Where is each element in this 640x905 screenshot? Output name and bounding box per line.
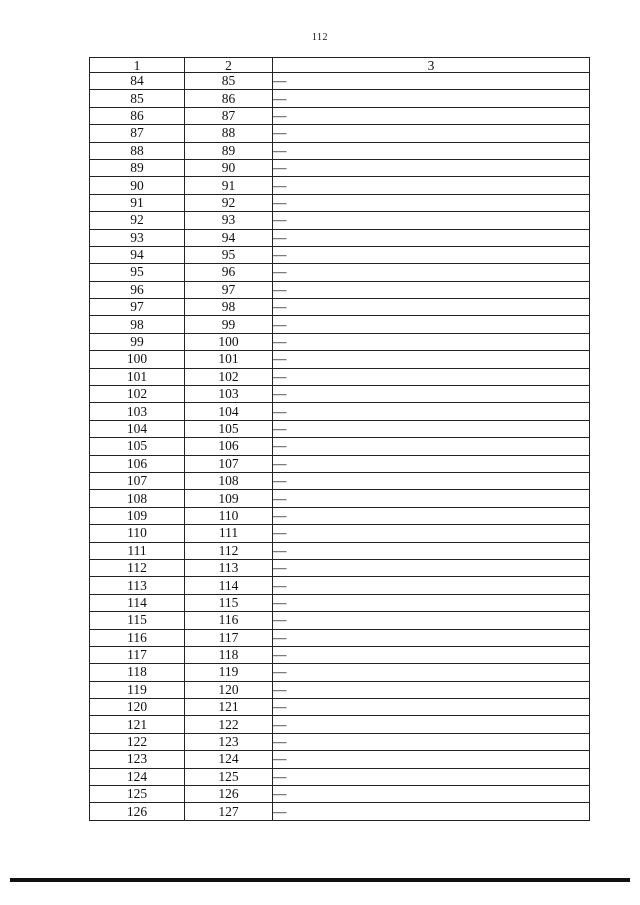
table-cell-col-2: 122 xyxy=(185,716,273,733)
table-cell-col-1: 101 xyxy=(90,368,185,385)
table-cell-col-3: — xyxy=(273,612,590,629)
table-cell-col-3: — xyxy=(273,699,590,716)
table-cell-col-3: — xyxy=(273,455,590,472)
table-cell-col-2: 113 xyxy=(185,559,273,576)
table-cell-col-2: 89 xyxy=(185,142,273,159)
table-cell-col-1: 104 xyxy=(90,420,185,437)
table-row xyxy=(90,507,590,524)
table-cell-col-3: — xyxy=(273,90,590,107)
table-row xyxy=(90,333,590,350)
table-cell-col-2: 114 xyxy=(185,577,273,594)
table-cell-col-3: — xyxy=(273,107,590,124)
table-row xyxy=(90,194,590,211)
table-cell-col-3: — xyxy=(273,490,590,507)
table-cell-col-1: 122 xyxy=(90,733,185,750)
table-cell-col-1: 90 xyxy=(90,177,185,194)
column-header-3: 3 xyxy=(273,58,590,73)
table-cell-col-1: 109 xyxy=(90,507,185,524)
table-cell-col-2: 105 xyxy=(185,420,273,437)
table-cell-col-3: — xyxy=(273,386,590,403)
table-cell-col-3: — xyxy=(273,316,590,333)
table-row xyxy=(90,264,590,281)
table-cell-col-1: 103 xyxy=(90,403,185,420)
table-cell-col-2: 91 xyxy=(185,177,273,194)
table-header-row xyxy=(90,58,590,73)
table-cell-col-2: 125 xyxy=(185,768,273,785)
table-cell-col-3: — xyxy=(273,786,590,803)
table-row xyxy=(90,246,590,263)
table-row xyxy=(90,594,590,611)
table-row xyxy=(90,368,590,385)
table-cell-col-2: 100 xyxy=(185,333,273,350)
table-row xyxy=(90,699,590,716)
table-row xyxy=(90,73,590,90)
table-cell-col-1: 91 xyxy=(90,194,185,211)
table-cell-col-3: — xyxy=(273,299,590,316)
table-cell-col-2: 85 xyxy=(185,73,273,90)
column-header-1: 1 xyxy=(90,58,185,73)
table-cell-col-2: 117 xyxy=(185,629,273,646)
table-cell-col-3: — xyxy=(273,177,590,194)
table-cell-col-1: 112 xyxy=(90,559,185,576)
table-row xyxy=(90,664,590,681)
table-cell-col-1: 93 xyxy=(90,229,185,246)
table-cell-col-1: 126 xyxy=(90,803,185,820)
table-cell-col-3: — xyxy=(273,351,590,368)
table-cell-col-2: 103 xyxy=(185,386,273,403)
table-cell-col-1: 124 xyxy=(90,768,185,785)
table-cell-col-2: 115 xyxy=(185,594,273,611)
table-cell-col-1: 118 xyxy=(90,664,185,681)
table-cell-col-1: 108 xyxy=(90,490,185,507)
table-cell-col-3: — xyxy=(273,246,590,263)
table-cell-col-1: 94 xyxy=(90,246,185,263)
table-cell-col-1: 97 xyxy=(90,299,185,316)
table-cell-col-2: 99 xyxy=(185,316,273,333)
table-cell-col-1: 116 xyxy=(90,629,185,646)
table-row xyxy=(90,386,590,403)
table-row xyxy=(90,612,590,629)
table-cell-col-3: — xyxy=(273,159,590,176)
table-cell-col-3: — xyxy=(273,73,590,90)
table-cell-col-2: 116 xyxy=(185,612,273,629)
table-cell-col-1: 96 xyxy=(90,281,185,298)
table-cell-col-2: 123 xyxy=(185,733,273,750)
table-cell-col-3: — xyxy=(273,125,590,142)
table-cell-col-3: — xyxy=(273,264,590,281)
table-cell-col-3: — xyxy=(273,472,590,489)
table-cell-col-2: 109 xyxy=(185,490,273,507)
table-cell-col-3: — xyxy=(273,681,590,698)
table-cell-col-1: 117 xyxy=(90,646,185,663)
table-cell-col-1: 100 xyxy=(90,351,185,368)
table-cell-col-2: 96 xyxy=(185,264,273,281)
table-row xyxy=(90,177,590,194)
table-row xyxy=(90,577,590,594)
table-cell-col-1: 125 xyxy=(90,786,185,803)
table-row xyxy=(90,455,590,472)
table-cell-col-3: — xyxy=(273,142,590,159)
table-row xyxy=(90,142,590,159)
table-row xyxy=(90,768,590,785)
table-cell-col-2: 118 xyxy=(185,646,273,663)
table-cell-col-3: — xyxy=(273,629,590,646)
table-cell-col-2: 127 xyxy=(185,803,273,820)
table-cell-col-3: — xyxy=(273,333,590,350)
table-cell-col-3: — xyxy=(273,768,590,785)
table-cell-col-2: 111 xyxy=(185,525,273,542)
table-cell-col-1: 95 xyxy=(90,264,185,281)
table-cell-col-2: 119 xyxy=(185,664,273,681)
table-cell-col-1: 85 xyxy=(90,90,185,107)
table-row xyxy=(90,751,590,768)
table-cell-col-3: — xyxy=(273,733,590,750)
table-cell-col-2: 107 xyxy=(185,455,273,472)
table-cell-col-3: — xyxy=(273,559,590,576)
table-row xyxy=(90,90,590,107)
table-cell-col-1: 102 xyxy=(90,386,185,403)
table-cell-col-3: — xyxy=(273,420,590,437)
table-row xyxy=(90,559,590,576)
table-cell-col-3: — xyxy=(273,542,590,559)
table-cell-col-1: 110 xyxy=(90,525,185,542)
table-row xyxy=(90,490,590,507)
table-cell-col-3: — xyxy=(273,716,590,733)
table-cell-col-3: — xyxy=(273,507,590,524)
table-cell-col-1: 111 xyxy=(90,542,185,559)
table-cell-col-1: 88 xyxy=(90,142,185,159)
table-row xyxy=(90,525,590,542)
table-row xyxy=(90,438,590,455)
table-cell-col-2: 124 xyxy=(185,751,273,768)
table-cell-col-1: 120 xyxy=(90,699,185,716)
table-cell-col-3: — xyxy=(273,646,590,663)
table-row xyxy=(90,212,590,229)
table-cell-col-3: — xyxy=(273,664,590,681)
table-cell-col-3: — xyxy=(273,212,590,229)
table-cell-col-2: 101 xyxy=(185,351,273,368)
table-row xyxy=(90,229,590,246)
table-cell-col-3: — xyxy=(273,281,590,298)
table-cell-col-1: 121 xyxy=(90,716,185,733)
data-table xyxy=(89,57,590,821)
table-cell-col-1: 92 xyxy=(90,212,185,229)
page-number: 112 xyxy=(311,32,329,43)
table-cell-col-1: 87 xyxy=(90,125,185,142)
table-cell-col-2: 93 xyxy=(185,212,273,229)
table-cell-col-1: 98 xyxy=(90,316,185,333)
table-cell-col-2: 97 xyxy=(185,281,273,298)
table-cell-col-2: 98 xyxy=(185,299,273,316)
table-cell-col-1: 105 xyxy=(90,438,185,455)
table-row xyxy=(90,351,590,368)
table-row xyxy=(90,299,590,316)
table-cell-col-2: 112 xyxy=(185,542,273,559)
table-cell-col-1: 113 xyxy=(90,577,185,594)
table-cell-col-1: 115 xyxy=(90,612,185,629)
table-cell-col-2: 90 xyxy=(185,159,273,176)
table-cell-col-3: — xyxy=(273,525,590,542)
table-cell-col-2: 92 xyxy=(185,194,273,211)
table-cell-col-1: 107 xyxy=(90,472,185,489)
table-cell-col-1: 123 xyxy=(90,751,185,768)
table-cell-col-1: 89 xyxy=(90,159,185,176)
table-row xyxy=(90,803,590,820)
table-cell-col-3: — xyxy=(273,577,590,594)
table-cell-col-3: — xyxy=(273,751,590,768)
table-row xyxy=(90,786,590,803)
table-cell-col-1: 114 xyxy=(90,594,185,611)
table-cell-col-3: — xyxy=(273,803,590,820)
table-row xyxy=(90,107,590,124)
table-cell-col-2: 86 xyxy=(185,90,273,107)
table-row xyxy=(90,125,590,142)
table-cell-col-3: — xyxy=(273,438,590,455)
table-cell-col-2: 106 xyxy=(185,438,273,455)
table-cell-col-2: 94 xyxy=(185,229,273,246)
table-cell-col-3: — xyxy=(273,194,590,211)
table-row xyxy=(90,316,590,333)
table-cell-col-3: — xyxy=(273,229,590,246)
table-cell-col-2: 95 xyxy=(185,246,273,263)
bottom-rule xyxy=(10,878,630,882)
table-cell-col-1: 119 xyxy=(90,681,185,698)
table-row xyxy=(90,420,590,437)
table-cell-col-1: 84 xyxy=(90,73,185,90)
table-row xyxy=(90,681,590,698)
table-cell-col-2: 120 xyxy=(185,681,273,698)
table-cell-col-1: 86 xyxy=(90,107,185,124)
table-cell-col-2: 104 xyxy=(185,403,273,420)
table-row xyxy=(90,281,590,298)
column-header-2: 2 xyxy=(185,58,273,73)
table-body xyxy=(90,73,590,821)
table-cell-col-1: 106 xyxy=(90,455,185,472)
table-cell-col-3: — xyxy=(273,368,590,385)
table-row xyxy=(90,542,590,559)
table-cell-col-3: — xyxy=(273,594,590,611)
table-row xyxy=(90,629,590,646)
table-cell-col-1: 99 xyxy=(90,333,185,350)
table-cell-col-2: 88 xyxy=(185,125,273,142)
table-cell-col-2: 126 xyxy=(185,786,273,803)
table-cell-col-2: 87 xyxy=(185,107,273,124)
table-row xyxy=(90,716,590,733)
table-cell-col-3: — xyxy=(273,403,590,420)
table-cell-col-2: 108 xyxy=(185,472,273,489)
table-cell-col-2: 102 xyxy=(185,368,273,385)
table-row xyxy=(90,646,590,663)
table-cell-col-2: 110 xyxy=(185,507,273,524)
table-row xyxy=(90,403,590,420)
table-row xyxy=(90,733,590,750)
table-row xyxy=(90,472,590,489)
table-cell-col-2: 121 xyxy=(185,699,273,716)
table-row xyxy=(90,159,590,176)
